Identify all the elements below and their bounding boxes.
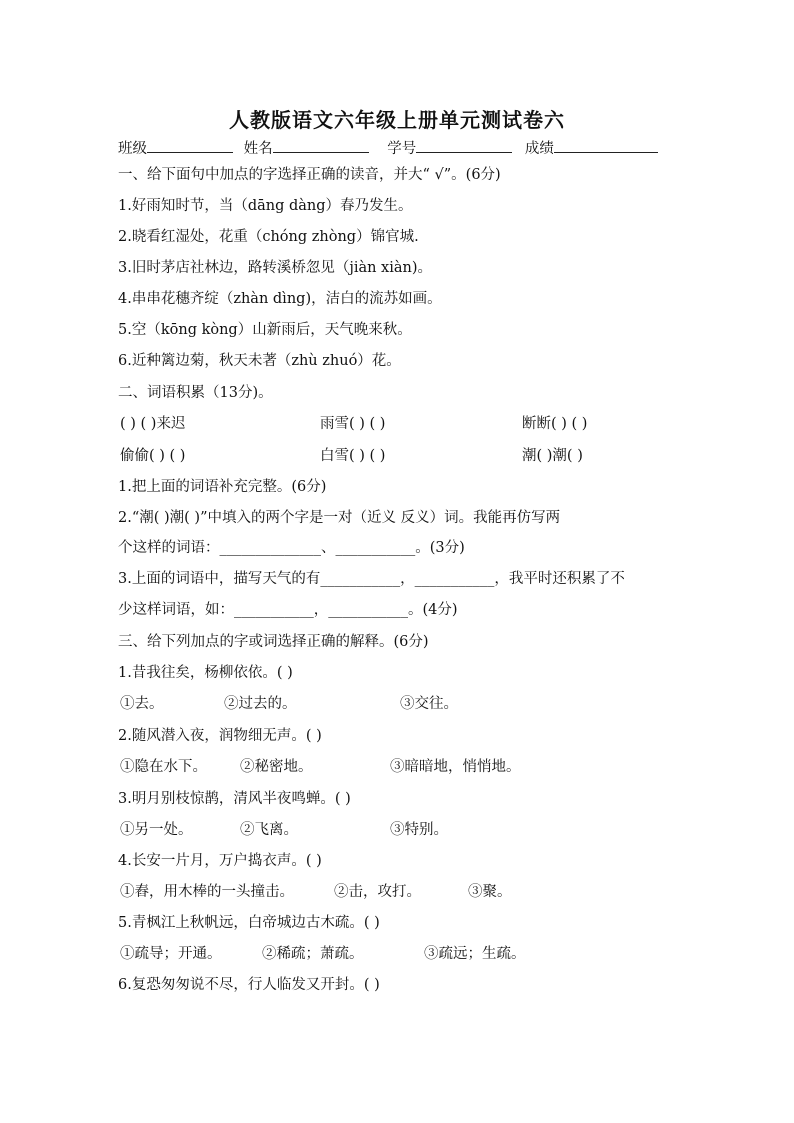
section2-q3-line2: 少这样词语，如：___________，___________。(4分) (118, 602, 458, 618)
section3-question-2: 2.随风潜入夜，润物细无声。( ) (118, 728, 322, 744)
section1-item-2: 2.晓看红湿处，花重（chóng zhòng）锦官城. (118, 229, 419, 245)
option-a: ①另一处。 (120, 822, 193, 838)
section3-question-1: 1.昔我往矣，杨柳依依。( ) (118, 665, 293, 681)
option-c: ③疏远；生疏。 (424, 946, 526, 962)
word-cell: 白雪( ) ( ) (320, 448, 386, 464)
word-cell: 偷偷( ) ( ) (120, 448, 186, 464)
option-a: ①疏导；开通。 (120, 946, 222, 962)
section3-question-6: 6.复恐匆匆说不尽，行人临发又开封。( ) (118, 977, 380, 993)
score-label: 成绩 (524, 141, 554, 157)
class-blank[interactable] (147, 138, 233, 153)
class-label: 班级 (118, 141, 147, 157)
option-b: ②击，攻打。 (334, 884, 421, 900)
option-b: ②飞离。 (240, 822, 298, 838)
number-label: 学号 (387, 141, 417, 157)
section1-item-3: 3.旧时茅店社林边，路转溪桥忽见（jiàn xiàn)。 (118, 260, 433, 276)
section2-heading: 二、词语积累（13分)。 (118, 385, 273, 401)
word-cell: 断断( ) ( ) (522, 416, 588, 432)
section2-q2-line1: 2.“潮( )潮( )”中填入的两个字是一对（近义 反义）词。我能再仿写两 (118, 510, 561, 526)
name-blank[interactable] (273, 138, 369, 153)
option-b: ②过去的。 (224, 696, 297, 712)
section2-q2-line2: 个这样的词语：______________、___________。(3分) (118, 540, 465, 556)
option-b: ②稀疏；萧疏。 (262, 946, 364, 962)
section1-item-1: 1.好雨知时节，当（dāng dàng）春乃发生。 (118, 198, 413, 214)
word-cell: ( ) ( )来迟 (120, 416, 186, 432)
number-blank[interactable] (416, 138, 512, 153)
section2-q3-line1: 3.上面的词语中，描写天气的有___________，___________，我平时还积累了不 (118, 571, 625, 587)
section2-q1: 1.把上面的词语补充完整。(6分) (118, 479, 327, 495)
name-label: 姓名 (243, 141, 273, 157)
option-c: ③特别。 (390, 822, 448, 838)
student-info-row (118, 138, 688, 159)
section1-item-5: 5.空（kōng kòng）山新雨后，天气晚来秋。 (118, 322, 412, 338)
section3-question-3: 3.明月别枝惊鹊，清风半夜鸣蝉。( ) (118, 791, 351, 807)
page-title: 人教版语文六年级上册单元测试卷六 (229, 108, 565, 132)
option-a: ①去。 (120, 696, 164, 712)
section3-question-4: 4.长安一片月，万户捣衣声。( ) (118, 853, 322, 869)
option-c: ③聚。 (468, 884, 512, 900)
option-b: ②秘密地。 (240, 759, 313, 775)
section3-question-5: 5.青枫江上秋帆远，白帝城边古木疏。( ) (118, 915, 380, 931)
section1-item-4: 4.串串花穗齐绽（zhàn dìng)，洁白的流苏如画。 (118, 291, 442, 307)
section1-heading: 一、给下面句中加点的字选择正确的读音，并大“ √”。(6分) (118, 167, 501, 183)
option-a: ①舂，用木棒的一头撞击。 (120, 884, 294, 900)
section1-item-6: 6.近种篱边菊，秋天未著（zhù zhuó）花。 (118, 353, 401, 369)
score-blank[interactable] (554, 138, 658, 153)
option-c: ③交往。 (400, 696, 458, 712)
section3-heading: 三、给下列加点的字或词选择正确的解释。(6分) (118, 634, 429, 650)
word-cell: 潮( )潮( ) (522, 448, 583, 464)
option-a: ①隐在水下。 (120, 759, 207, 775)
word-cell: 雨雪( ) ( ) (320, 416, 386, 432)
option-c: ③暗暗地，悄悄地。 (390, 759, 521, 775)
